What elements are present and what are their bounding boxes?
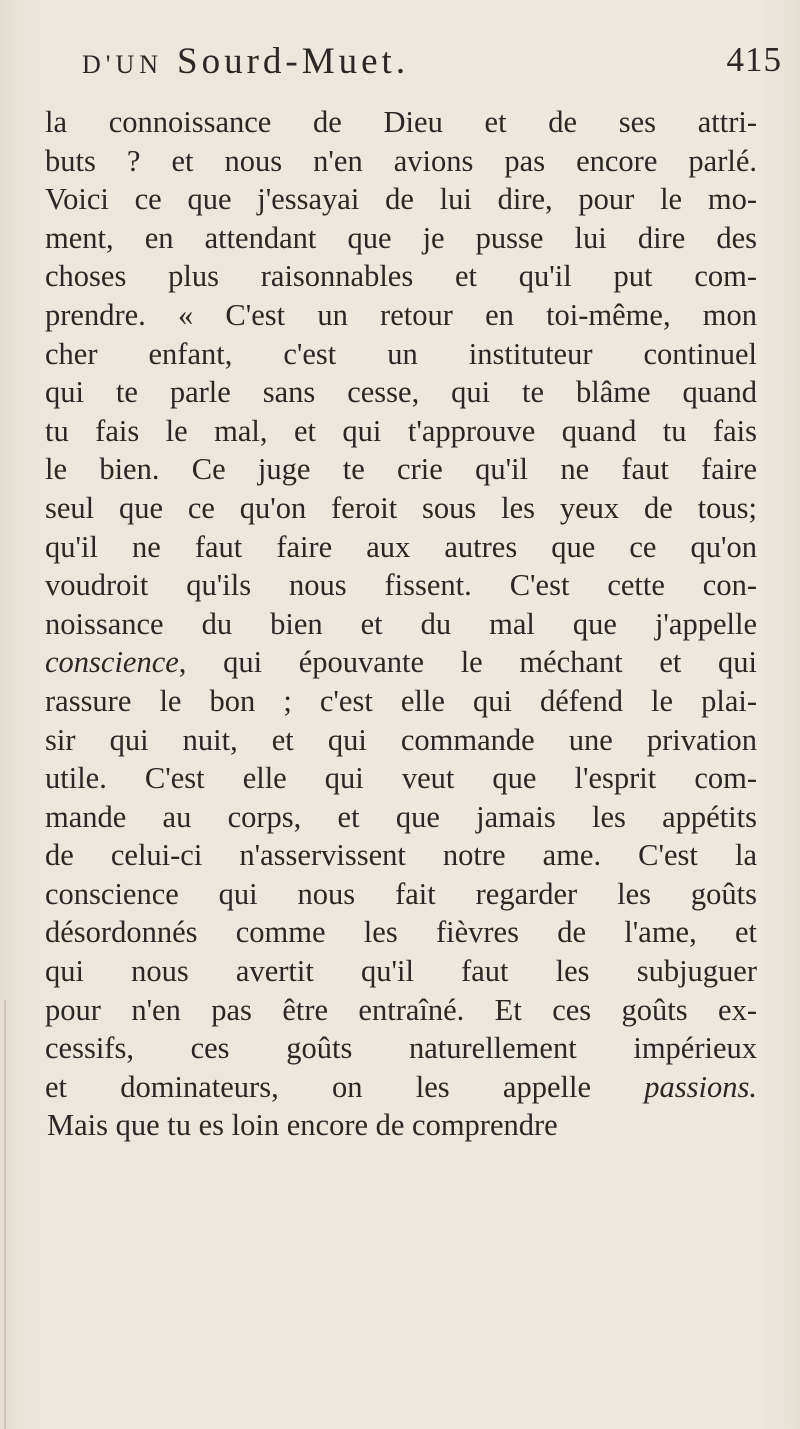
text-line: de celui-ci n'asservissent notre ame. C'est la xyxy=(45,838,757,873)
italic-term: passions. xyxy=(644,1069,757,1104)
text-line: noissance du bien et du mal que j'appelle xyxy=(45,606,757,641)
text-line: rassure le bon ; c'est elle qui défend le plai- xyxy=(45,683,757,718)
running-head-title: Sourd-Muet. xyxy=(177,41,410,82)
text-line: tu fais le mal, et qui t'approuve quand tu fais xyxy=(45,413,757,448)
running-head-prefix: D'UN xyxy=(82,50,164,79)
text-line: qu'il ne faut faire aux autres que ce qu'on xyxy=(45,529,757,564)
body-text xyxy=(45,103,757,1145)
text-line: cher enfant, c'est un instituteur continuel xyxy=(45,336,757,371)
text-line: choses plus raisonnables et qu'il put com- xyxy=(45,259,757,294)
text-line: désordonnés comme les fièvres de l'ame, et xyxy=(45,915,757,950)
text-line: conscience qui nous fait regarder les goûts xyxy=(45,876,757,911)
text-line: le bien. Ce juge te crie qu'il ne faut faire xyxy=(45,452,757,487)
page-edge-shadow xyxy=(4,1000,6,1429)
text-line: sir qui nuit, et qui commande une privation xyxy=(45,722,757,757)
text-line: Mais que tu es loin encore de comprendre xyxy=(47,1108,558,1143)
page-number: 415 xyxy=(726,40,782,79)
text-line: Voici ce que j'essayai de lui dire, pour le mo- xyxy=(45,182,757,217)
text-line: pour n'en pas être entraîné. Et ces goûts ex- xyxy=(45,992,757,1027)
text-line: mande au corps, et que jamais les appétits xyxy=(45,799,757,834)
italic-term: conscience xyxy=(45,645,179,680)
text-line: seul que ce qu'on feroit sous les yeux de tous; xyxy=(45,490,757,525)
text-line: qui nous avertit qu'il faut les subjuguer xyxy=(45,954,757,989)
text-line: voudroit qu'ils nous fissent. C'est cette con- xyxy=(45,568,757,603)
text-line: buts ? et nous n'en avions pas encore parlé. xyxy=(45,143,757,178)
running-head xyxy=(82,40,782,94)
text-line: la connoissance de Dieu et de ses attri- xyxy=(45,105,757,139)
text-line: cessifs, ces goûts naturellement impérieux xyxy=(45,1031,757,1066)
text-line: utile. C'est elle qui veut que l'esprit com- xyxy=(45,761,757,796)
text-line: prendre. « C'est un retour en toi-même, mon xyxy=(45,297,757,332)
text-line: ment, en attendant que je pusse lui dire des xyxy=(45,220,757,255)
text-line: qui te parle sans cesse, qui te blâme quand xyxy=(45,375,757,410)
text-line: et dominateurs, on les appelle passions. xyxy=(45,1069,757,1104)
text-line: conscience, qui épouvante le méchant et qui xyxy=(45,645,757,680)
